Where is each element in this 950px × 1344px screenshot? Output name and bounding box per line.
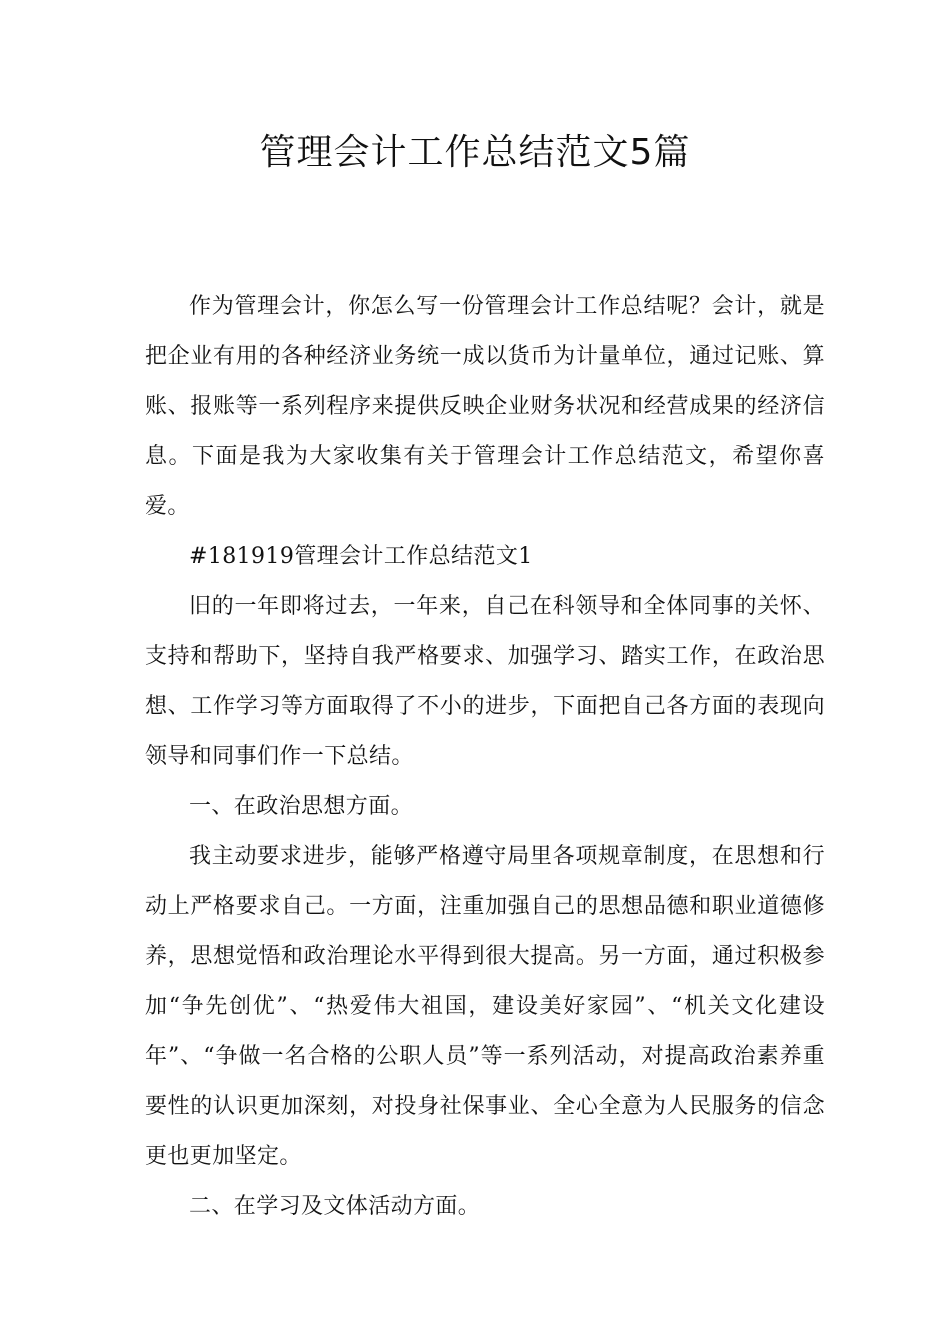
- summary-paragraph: 旧的一年即将过去，一年来，自己在科领导和全体同事的关怀、支持和帮助下，坚持自我严格要求、加强学习、踏实工作，在政治思想、工作学习等方面取得了不小的进步，下面把自己各方面的表现向领导和同事们作一下总结。: [145, 594, 825, 769]
- section-heading-study: 二、在学习及文体活动方面。: [189, 1194, 481, 1219]
- document-body: [145, 282, 825, 1232]
- politics-paragraph: 我主动要求进步，能够严格遵守局里各项规章制度，在思想和行动上严格要求自己。一方面，注重加强自己的思想品德和职业道德修养，思想觉悟和政治理论水平得到很大提高。另一方面，通过积极参加“争先创优”、“热爱伟大祖国，建设美好家园”、“机关文化建设年”、“争做一名合格的公职人员”等一系列活动，对提高政治素养重要性的认识更加深刻，对投身社保事业、全心全意为人民服务的信念更也更加坚定。: [145, 844, 825, 1169]
- document-title: 管理会计工作总结范文5篇: [259, 132, 691, 173]
- intro-paragraph: 作为管理会计，你怎么写一份管理会计工作总结呢？会计，就是把企业有用的各种经济业务统一成以货币为计量单位，通过记账、算账、报账等一系列程序来提供反映企业财务状况和经营成果的经济信息。下面是我为大家收集有关于管理会计工作总结范文，希望你喜爱。: [145, 294, 825, 519]
- section-heading-sample-1: #181919管理会计工作总结范文1: [189, 544, 533, 569]
- section-heading-politics: 一、在政治思想方面。: [189, 794, 414, 819]
